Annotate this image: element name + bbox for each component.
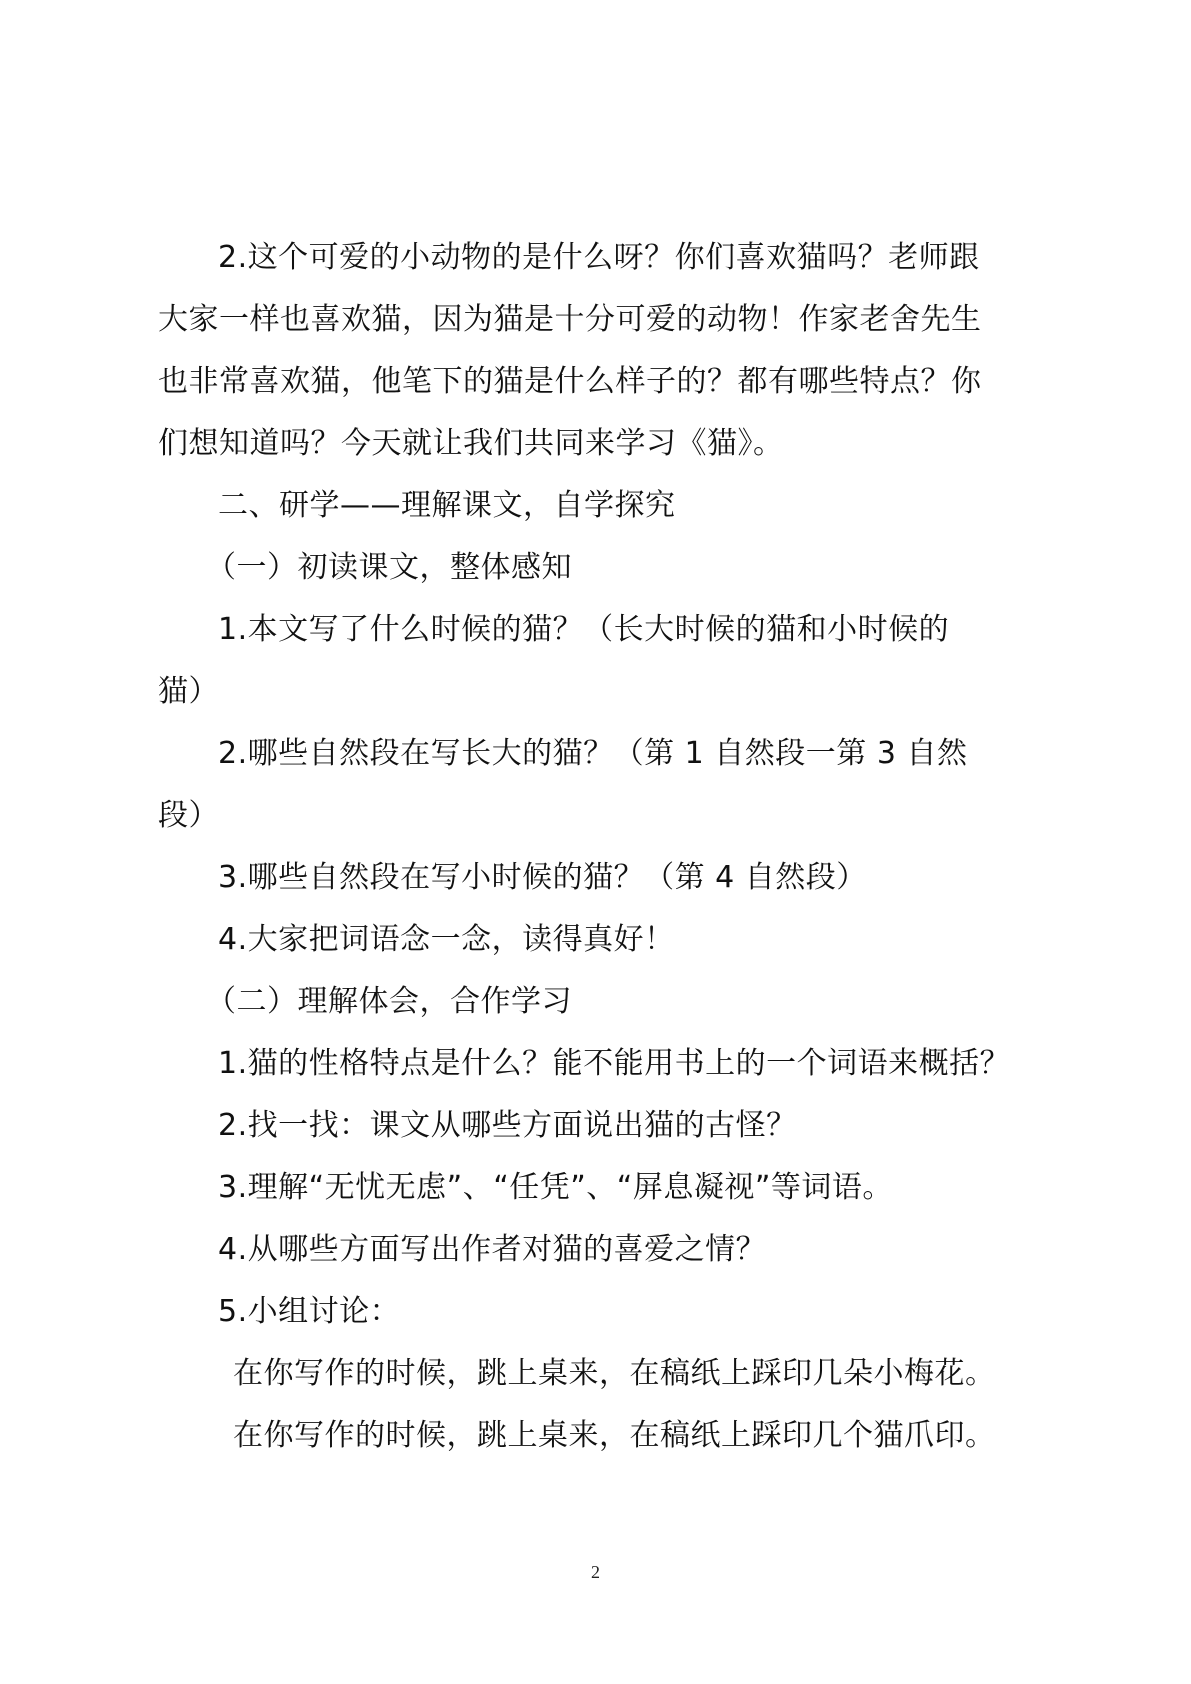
subsection-heading: （二）理解体会，合作学习 bbox=[206, 984, 572, 1019]
example-sentence: 在你写作的时候，跳上桌来，在稿纸上踩印几个猫爪印。 bbox=[233, 1418, 996, 1453]
subsection-heading: （一）初读课文，整体感知 bbox=[206, 550, 572, 585]
question-line: 段） bbox=[158, 798, 219, 833]
paragraph-line: 大家一样也喜欢猫，因为猫是十分可爱的动物！作家老舍先生 bbox=[158, 302, 982, 337]
question-line: 猫） bbox=[158, 674, 219, 709]
paragraph-line: 2.这个可爱的小动物的是什么呀？你们喜欢猫吗？老师跟 bbox=[218, 240, 980, 275]
question-line: 3.理解“无忧无虑”、“任凭”、“屏息凝视”等词语。 bbox=[218, 1170, 893, 1205]
question-line: 1.猫的性格特点是什么？能不能用书上的一个词语来概括？ bbox=[218, 1046, 1011, 1081]
question-line: 4.从哪些方面写出作者对猫的喜爱之情？ bbox=[218, 1232, 767, 1267]
page-number: 2 bbox=[591, 1562, 600, 1582]
example-sentence: 在你写作的时候，跳上桌来，在稿纸上踩印几朵小梅花。 bbox=[233, 1356, 996, 1391]
paragraph-line: 也非常喜欢猫，他笔下的猫是什么样子的？都有哪些特点？你 bbox=[158, 364, 982, 399]
question-line: 1.本文写了什么时候的猫？（长大时候的猫和小时候的 bbox=[218, 612, 950, 647]
question-line: 2.哪些自然段在写长大的猫？（第 1 自然段一第 3 自然 bbox=[218, 736, 968, 771]
question-line: 2.找一找：课文从哪些方面说出猫的古怪？ bbox=[218, 1108, 797, 1143]
paragraph-line: 们想知道吗？今天就让我们共同来学习《猫》。 bbox=[158, 426, 784, 461]
question-line: 5.小组讨论： bbox=[218, 1294, 401, 1329]
question-line: 3.哪些自然段在写小时候的猫？（第 4 自然段） bbox=[218, 860, 867, 895]
question-line: 4.大家把词语念一念，读得真好！ bbox=[218, 922, 675, 957]
section-heading: 二、研学——理解课文，自学探究 bbox=[218, 488, 676, 523]
